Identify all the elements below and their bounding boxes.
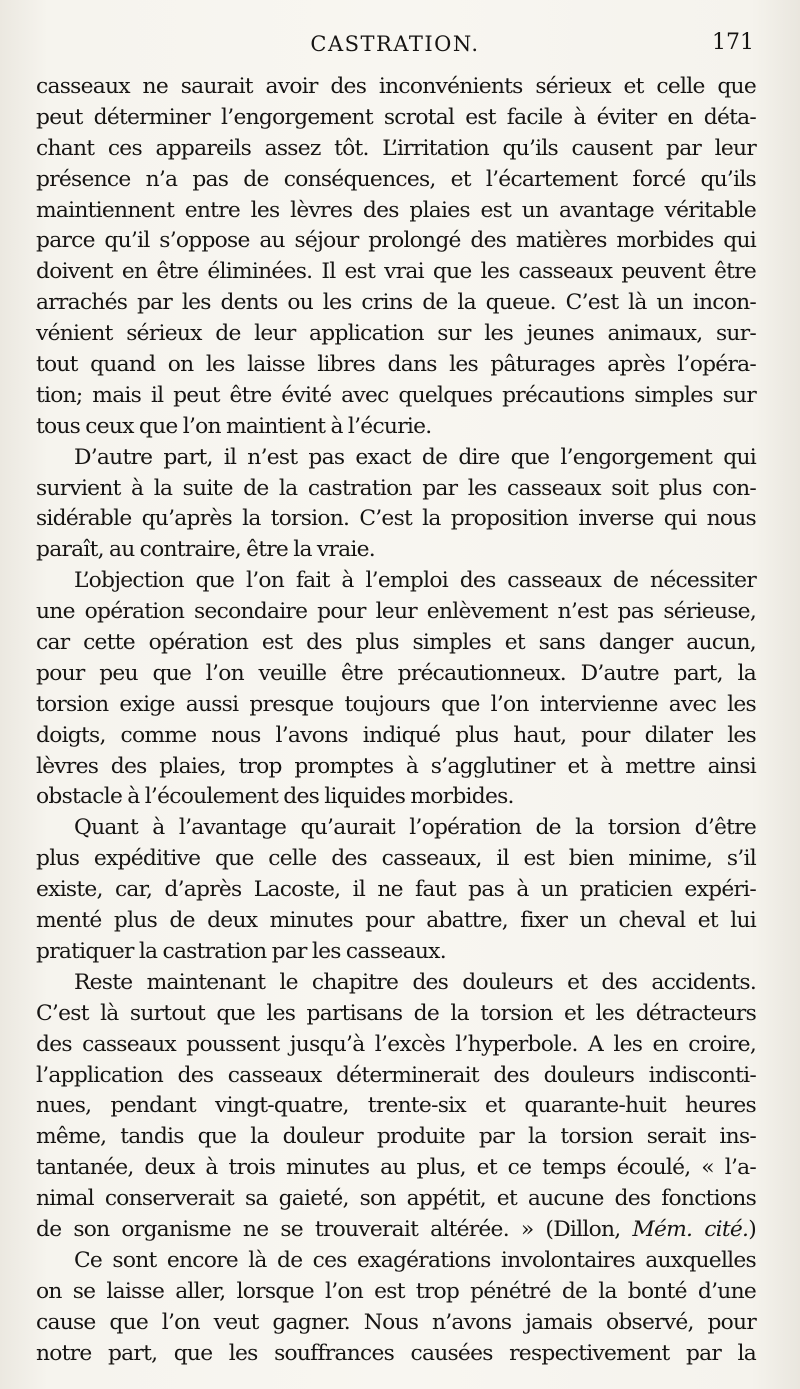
body-text (36, 72, 756, 1369)
text-line: tous ceux que l’on maintient à l’écurie. (36, 413, 432, 439)
text-line: nimal conserverait sa gaieté, son appétit, et aucune des fonctions (36, 1186, 756, 1212)
text-line: C’est là surtout que les partisans de la torsion et les détracteurs (36, 1000, 756, 1026)
text-line: doivent en être éliminées. Il est vrai que les casseaux peuvent être (36, 259, 756, 285)
text-line: l’application des casseaux déterminerait des douleurs indisconti- (36, 1062, 756, 1088)
text-line: torsion exige aussi presque toujours que l’on intervienne avec les (36, 691, 756, 717)
paragraph (36, 72, 756, 443)
text-line: peut déterminer l’engorgement scrotal est facile à éviter en déta- (36, 104, 756, 130)
text-line: pour peu que l’on veuille être précautionneux. D’autre part, la (36, 660, 756, 686)
text-line: obstacle à l’écoulement des liquides morbides. (36, 784, 514, 810)
text-line: présence n’a pas de conséquences, et l’écartement forcé qu’ils (36, 166, 756, 192)
text-line: Ce sont encore là de ces exagérations involontaires auxquelles (74, 1247, 756, 1273)
text-line: D’autre part, il n’est pas exact de dire que l’engorgement qui (74, 444, 756, 470)
text-line: des casseaux poussent jusqu’à l’excès l’hyperbole. A les en croire, (36, 1031, 756, 1057)
paragraph (36, 443, 756, 567)
page-number: 171 (712, 30, 754, 55)
text-line: casseaux ne saurait avoir des inconvénients sérieux et celle que (36, 74, 756, 99)
text-line: lèvres des plaies, trop promptes à s’agglutiner et à mettre ainsi (36, 753, 756, 779)
text-line: on se laisse aller, lorsque l’on est trop pénétré de la bonté d’une (36, 1278, 756, 1304)
text-line: arrachés par les dents ou les crins de la queue. C’est là un incon- (36, 290, 756, 316)
text-line: menté plus de deux minutes pour abattre, fixer un cheval et lui (36, 908, 756, 934)
citation: Mém. cité. (632, 1216, 749, 1242)
text-line: tantanée, deux à trois minutes au plus, et ce temps écoulé, « l’a- (36, 1155, 756, 1181)
text-line: même, tandis que la douleur produite par la torsion serait ins- (36, 1124, 756, 1150)
text-line: nues, pendant vingt-quatre, trente-six et quarante-huit heures (36, 1093, 756, 1119)
text-line: car cette opération est des plus simples et sans danger aucun, (36, 630, 756, 656)
text-fragment: de son organisme ne se trouverait altérée. » (Dillon, (36, 1216, 633, 1242)
text-line: pratiquer la castration par les casseaux. (36, 938, 446, 964)
text-line: maintiennent entre les lèvres des plaies est un avantage véritable (36, 197, 756, 223)
text-line: parce qu’il s’oppose au séjour prolongé des matières morbides qui (36, 228, 756, 254)
text-line: L’objection que l’on fait à l’emploi des casseaux de nécessiter (74, 568, 756, 594)
text-line: cause que l’on veut gagner. Nous n’avons jamais observé, pour (36, 1309, 756, 1335)
text-line: tion; mais il peut être évité avec quelques précautions simples sur (36, 382, 756, 408)
running-head (36, 26, 754, 66)
text-line: existe, car, d’après Lacoste, il ne faut pas à un praticien expéri- (36, 877, 756, 903)
text-line: chant ces appareils assez tôt. L’irritation qu’ils causent par leur (36, 135, 756, 161)
citation-close: ) (748, 1216, 756, 1242)
text-line: tout quand on les laisse libres dans les pâturages après l’opéra- (36, 352, 756, 378)
text-line: sidérable qu’après la torsion. C’est la proposition inverse qui nous (36, 506, 756, 532)
text-line: plus expéditive que celle des casseaux, il est bien minime, s’il (36, 846, 756, 872)
paragraph (36, 566, 756, 813)
text-line: survient à la suite de la castration par les casseaux soit plus con- (36, 475, 756, 501)
text-line: vénient sérieux de leur application sur les jeunes animaux, sur- (36, 321, 756, 347)
text-line: Quant à l’avantage qu’aurait l’opération de la torsion d’être (74, 815, 756, 841)
paragraph (36, 813, 756, 967)
text-line (36, 1215, 756, 1246)
text-line: notre part, que les souffrances causées respectivement par la (36, 1340, 756, 1366)
paragraph (36, 968, 756, 1246)
paragraph (36, 1246, 756, 1370)
text-line: doigts, comme nous l’avons indiqué plus haut, pour dilater les (36, 722, 756, 748)
page-title: CASTRATION. (310, 32, 480, 56)
text-line: Reste maintenant le chapitre des douleurs et des accidents. (74, 969, 756, 995)
text-line: une opération secondaire pour leur enlèvement n’est pas sérieuse, (36, 599, 756, 625)
text-line: paraît, au contraire, être la vraie. (36, 537, 375, 563)
